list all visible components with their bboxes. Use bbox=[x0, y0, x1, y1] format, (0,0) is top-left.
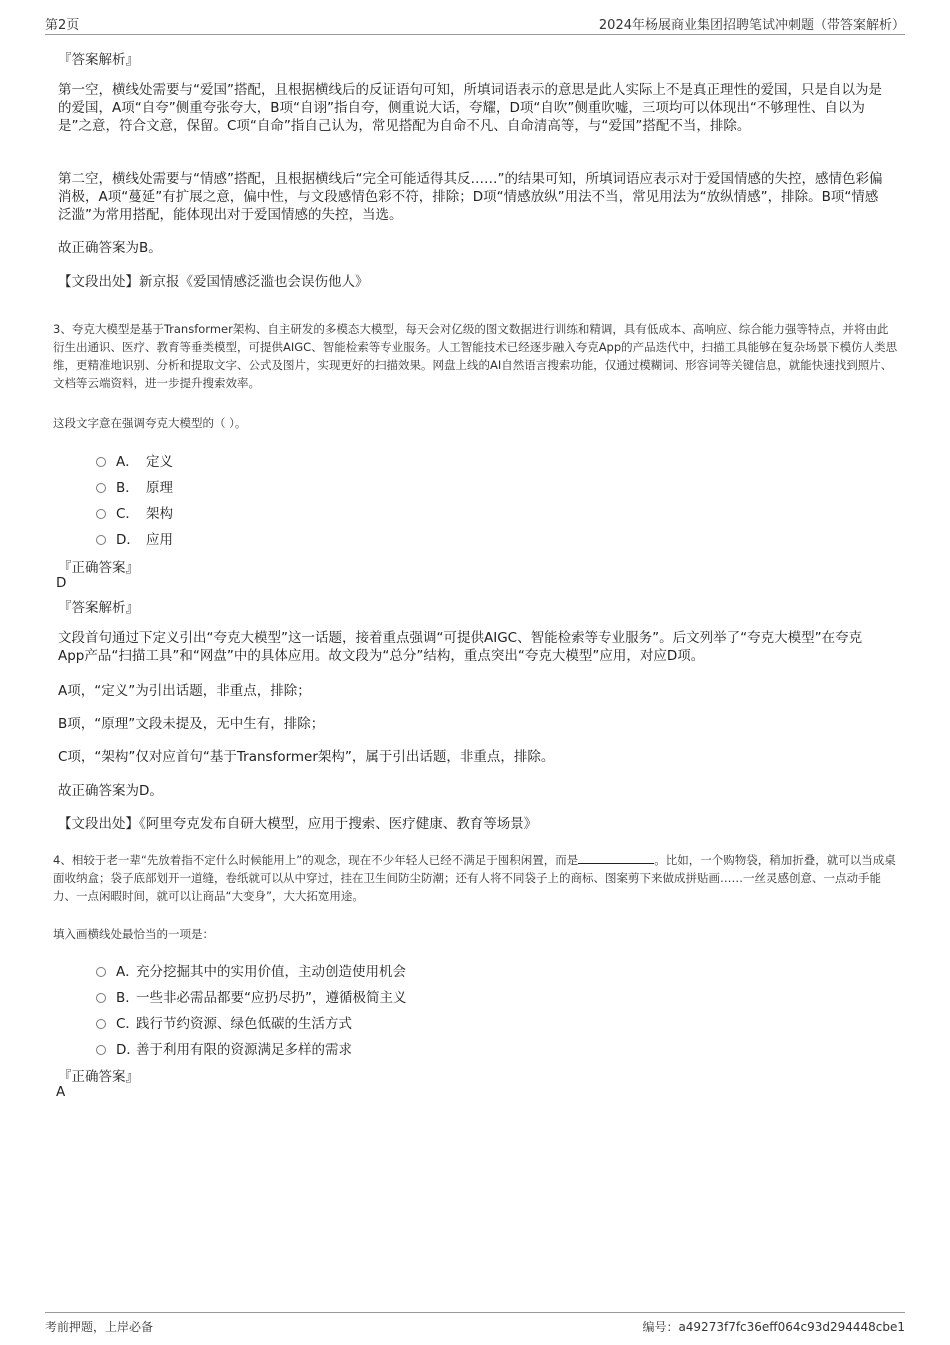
page-number: 第2页 bbox=[45, 18, 80, 33]
q4-option-d[interactable] bbox=[96, 1038, 352, 1058]
q3-option-a[interactable] bbox=[96, 450, 173, 470]
option-text: 应用 bbox=[146, 532, 173, 548]
q3-option-b[interactable] bbox=[96, 476, 173, 496]
q3-option-c[interactable] bbox=[96, 502, 173, 522]
q4-question: 填入画横线处最恰当的一项是： bbox=[53, 927, 214, 941]
option-letter: C． bbox=[116, 506, 139, 522]
q4-answer-label: 『正确答案』 bbox=[58, 1069, 139, 1085]
q4-option-a[interactable] bbox=[96, 960, 406, 980]
radio-icon[interactable] bbox=[96, 483, 106, 493]
q3-analysis-option-b: B项，“原理”文段未提及，无中生有，排除； bbox=[58, 716, 325, 732]
document-title: 2024年杨展商业集团招聘笔试冲刺题（带答案解析） bbox=[598, 18, 905, 33]
q3-stem: 3、夸克大模型是基于Transformer架构、自主研发的多模态大模型，每天会对亿级的图文数据进行训练和精调，具有低成本、高响应、综合能力强等特点，并将由此衍生出通识、医疗、教育等垂类模型，可提供AIGC、智能检索等专业服务。人工智能技术已经逐步融入夸克App的产品迭代中，扫描工具能够在复杂场景下模仿人类思维，更精准地识别、分析和提取文字、公式及图片，实现更好的扫描效果。网盘上线的AI自然语言搜索功能，仅通过模糊词、形容词等关键信息，就能快速找到照片、文档等云端资料，进一步提升搜索效率。 bbox=[53, 322, 898, 390]
q3-answer-label: 『正确答案』 bbox=[58, 560, 139, 576]
q4-stem bbox=[53, 851, 898, 905]
option-letter: A． bbox=[116, 964, 139, 980]
option-text: 一些非必需品都要“应扔尽扔”，遵循极简主义 bbox=[136, 990, 407, 1006]
radio-icon[interactable] bbox=[96, 993, 106, 1003]
q4-stem-after: 。比如，一个购物袋，稍加折叠，就可以当成桌面收纳盒；袋子底部划开一道缝，卷纸就可以从中穿过，挂在卫生间防尘防潮；还有人将不同袋子上的商标、图案剪下来做成拼贴画……一丝灵感创意、一点动手能力、一点闲暇时间，就可以让商品“大变身”，大大拓宽用途。 bbox=[53, 853, 896, 903]
option-text: 定义 bbox=[146, 454, 173, 470]
q2-source: 【文段出处】新京报《爱国情感泛滥也会误伤他人》 bbox=[58, 274, 369, 290]
radio-icon[interactable] bbox=[96, 535, 106, 545]
page-header bbox=[45, 14, 905, 35]
option-text: 践行节约资源、绿色低碳的生活方式 bbox=[136, 1016, 352, 1032]
q3-answer: D bbox=[56, 575, 67, 591]
fill-in-blank bbox=[578, 852, 654, 864]
q3-analysis-option-c: C项，“架构”仅对应首句“基于Transformer架构”，属于引出话题，非重点，排除。 bbox=[58, 749, 555, 765]
q2-analysis-label: 『答案解析』 bbox=[58, 52, 139, 68]
q2-analysis-paragraph-2: 第二空，横线处需要与“情感”搭配，且根据横线后“完全可能适得其反……”的结果可知，所填词语应表示对于爱国情感的失控，感情色彩偏消极，A项“蔓延”有扩展之意，偏中性，与文段感情色彩不符，排除；D项“情感放纵”用法不当，常见用法为“放纵情感”，排除。B项“情感泛滥”为常用搭配，能体现出对于爱国情感的失控，当选。 bbox=[58, 171, 883, 223]
option-text: 原理 bbox=[146, 480, 173, 496]
option-text: 善于利用有限的资源满足多样的需求 bbox=[136, 1042, 352, 1058]
page-footer bbox=[45, 1312, 905, 1335]
q4-option-b[interactable] bbox=[96, 986, 407, 1006]
option-letter: D． bbox=[116, 532, 140, 548]
option-letter: A． bbox=[116, 454, 139, 470]
q4-answer: A bbox=[56, 1084, 66, 1100]
radio-icon[interactable] bbox=[96, 1045, 106, 1055]
radio-icon[interactable] bbox=[96, 457, 106, 467]
q3-conclusion: 故正确答案为D。 bbox=[58, 783, 163, 799]
radio-icon[interactable] bbox=[96, 967, 106, 977]
option-letter: B． bbox=[116, 480, 139, 496]
radio-icon[interactable] bbox=[96, 509, 106, 519]
q4-option-c[interactable] bbox=[96, 1012, 352, 1032]
q3-analysis-label: 『答案解析』 bbox=[58, 600, 139, 616]
q3-analysis-paragraph-1: 文段首句通过下定义引出“夸克大模型”这一话题，接着重点强调“可提供AIGC、智能检索等专业服务”。后文列举了“夸克大模型”在夸克App产品“扫描工具”和“网盘”中的具体应用。故文段为“总分”结构，重点突出“夸克大模型”应用，对应D项。 bbox=[58, 630, 863, 664]
radio-icon[interactable] bbox=[96, 1019, 106, 1029]
q3-option-d[interactable] bbox=[96, 528, 173, 548]
option-text: 充分挖掘其中的实用价值，主动创造使用机会 bbox=[136, 964, 406, 980]
option-letter: C． bbox=[116, 1016, 139, 1032]
q3-analysis-option-a: A项，“定义”为引出话题，非重点，排除； bbox=[58, 683, 311, 699]
option-letter: D． bbox=[116, 1042, 140, 1058]
q3-source: 【文段出处】《阿里夸克发布自研大模型，应用于搜索、医疗健康、教育等场景》 bbox=[58, 816, 538, 832]
q2-analysis-paragraph-1: 第一空，横线处需要与“爱国”搭配，且根据横线后的反证语句可知，所填词语表示的意思是此人实际上不是真正理性的爱国，只是自以为是的爱国，A项“自夸”侧重夸张夸大，B项“自诩”指自夸，侧重说大话，夸耀，D项“自吹”侧重吹嘘，三项均可以体现出“不够理性、自以为是”之意，符合文意，保留。C项“自命”指自己认为，常见搭配为自命不凡、自命清高等，与“爱国”搭配不当，排除。 bbox=[58, 82, 882, 134]
q2-conclusion: 故正确答案为B。 bbox=[58, 240, 162, 256]
document-code: 编号：a49273f7fc36eff064c93d294448cbe1 bbox=[642, 1320, 905, 1334]
q4-stem-before: 4、相较于老一辈“先放着指不定什么时候能用上”的观念，现在不少年轻人已经不满足于囤积闲置，而是 bbox=[53, 853, 579, 867]
option-letter: B． bbox=[116, 990, 139, 1006]
option-text: 架构 bbox=[146, 506, 173, 522]
footer-slogan: 考前押题，上岸必备 bbox=[45, 1320, 154, 1334]
q3-question: 这段文字意在强调夸克大模型的（ ）。 bbox=[53, 416, 247, 430]
